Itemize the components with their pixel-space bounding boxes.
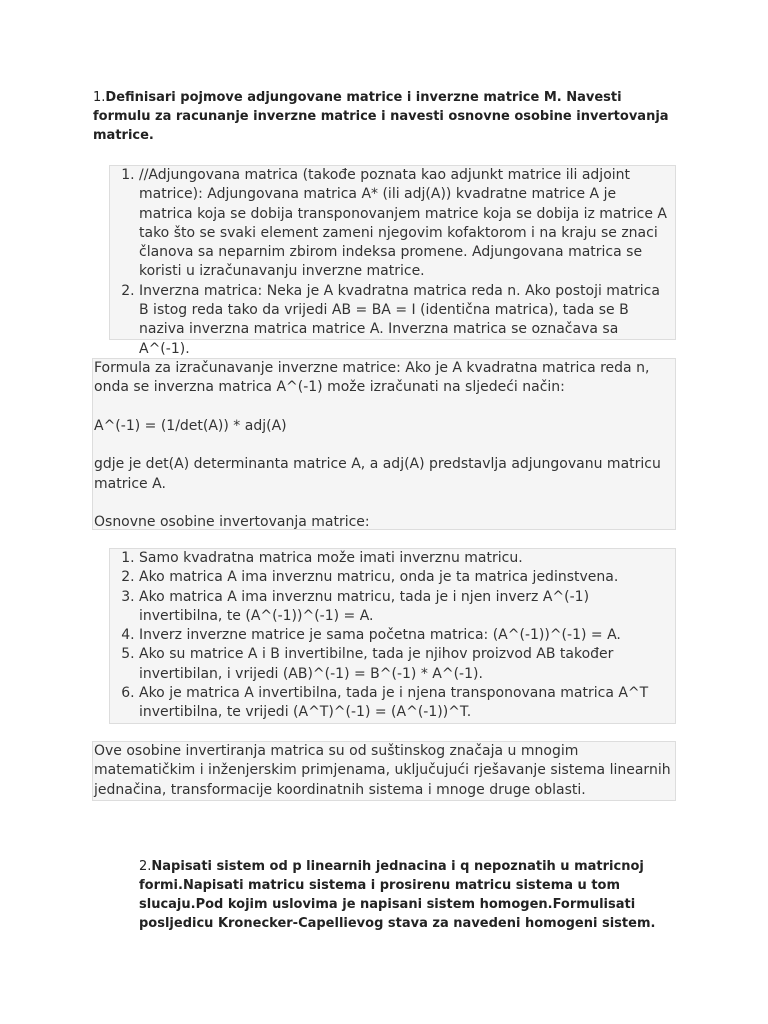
formula-explanation: gdje je det(A) determinanta matrice A, a adj(A) predstavlja adjungovanu matricu matrice A.	[94, 456, 661, 492]
definitions-list	[110, 166, 672, 359]
question-2-text: Napisati sistem od p linearnih jednacina i q nepoznatih u matricnoj formi.Napisati matricu sistema i prosirenu matricu sistema u tom slucaju.Pod kojim uslovima je napisani sistem homogen.Formulisati posljedicu Kronecker-Capellievog stava za navedeni homogeni sistem.	[139, 859, 656, 931]
definitions-block	[109, 165, 676, 357]
property-item: 1. Samo kvadratna matrica može imati inverznu matricu.	[139, 549, 672, 568]
conclusion-block	[92, 741, 676, 801]
properties-list	[110, 549, 672, 723]
formula-intro: Formula za izračunavanje inverzne matrice: Ako je A kvadratna matrica reda n, onda se inverzna matrica A^(-1) može izračunati na sljedeći način:	[94, 360, 650, 396]
property-item: 4. Inverz inverzne matrice je sama početna matrica: (A^(-1))^(-1) = A.	[139, 626, 672, 645]
properties-block	[109, 548, 676, 724]
property-item: 2. Ako matrica A ima inverznu matricu, onda je ta matrica jedinstvena.	[139, 568, 672, 587]
properties-title: Osnovne osobine invertovanja matrice:	[94, 514, 370, 531]
definition-item-adjugate: 1. //Adjungovana matrica (takođe poznata kao adjunkt matrice ili adjoint matrice): Adjungovana matrica A* (ili adj(A)) kvadratne matrice A je matrica koja se dobija transponovanjem matrice koja se dobija iz matrice A tako što se svaki element zameni njegovim kofaktorom i na kraju se znaci članova sa neparnim zbirom indeksa promene. Adjungovana matrica se koristi u izračunavanju inverzne matrice.	[139, 166, 672, 282]
definition-item-inverse: 2. Inverzna matrica: Neka je A kvadratna matrica reda n. Ako postoji matrica B istog reda tako da vrijedi AB = BA = I (identična matrica), tada se B naziva inverzna matrica matrice A. Inverzna matrica se označava sa A^(-1).	[139, 282, 672, 359]
property-item: 5. Ako su matrice A i B invertibilne, tada je njihov proizvod AB također invertibilan, i vrijedi (AB)^(-1) = B^(-1) * A^(-1).	[139, 645, 672, 684]
conclusion-text: Ove osobine invertiranja matrica su od suštinskog značaja u mnogim matematičkim i inženjerskim primjenama, uključujući rješavanje sistema linearnih jednačina, transformacije koordinatnih sistema i mnoge druge oblasti.	[94, 743, 671, 798]
inverse-formula: A^(-1) = (1/det(A)) * adj(A)	[94, 417, 287, 434]
property-item: 6. Ako je matrica A invertibilna, tada je i njena transponovana matrica A^T invertibilna, te vrijedi (A^T)^(-1) = (A^(-1))^T.	[139, 684, 672, 723]
question-1-text: Definisari pojmove adjungovane matrice i inverzne matrice M. Navesti formulu za racunanje inverzne matrice i navesti osnovne osobine invertovanja matrice.	[93, 90, 669, 143]
question-1-number: 1.	[93, 90, 106, 105]
formula-block	[92, 358, 676, 530]
question-2-heading	[139, 857, 679, 933]
property-item: 3. Ako matrica A ima inverznu matricu, tada je i njen inverz A^(-1) invertibilna, te (A^(-1))^(-1) = A.	[139, 588, 672, 627]
question-1-heading	[93, 88, 675, 145]
question-2-number: 2.	[139, 859, 152, 874]
